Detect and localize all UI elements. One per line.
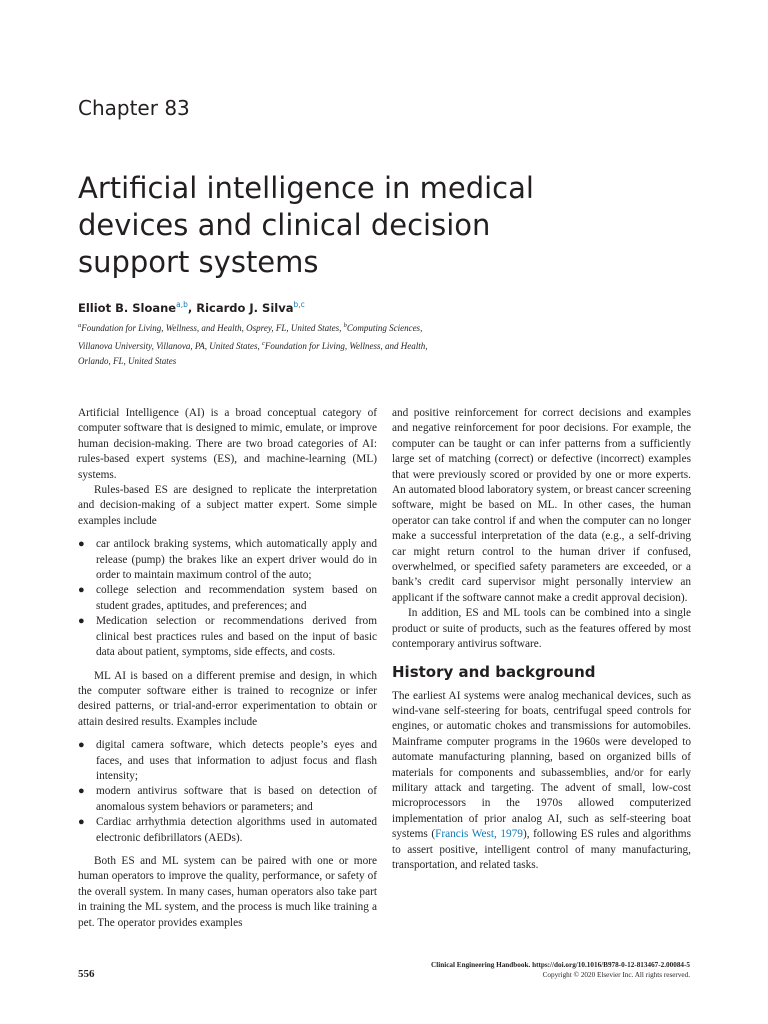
affiliations bbox=[78, 318, 478, 369]
paragraph-text: ), following ES rules and algorithms to assert positive, intelligent control of many manufacturing, transportation, and related tasks. bbox=[392, 828, 691, 871]
list-item-text: Medication selection or recommendations derived from clinical best practices rules and based on the input of basic data about patient, symptoms, side effects, and costs. bbox=[96, 615, 377, 659]
bullet-icon: ● bbox=[78, 615, 85, 628]
footer-citation bbox=[431, 960, 690, 980]
list-item-text: college selection and recommendation system based on student grades, aptitudes, and preferences; and bbox=[96, 584, 377, 612]
bullet-icon: ● bbox=[78, 538, 85, 551]
author-separator: , bbox=[187, 300, 197, 315]
bullet-icon: ● bbox=[78, 785, 85, 798]
list-item bbox=[78, 583, 377, 614]
affil-text: Foundation for Living, Wellness, and Health, bbox=[264, 341, 428, 351]
affil-text: Computing Sciences, bbox=[346, 323, 423, 333]
affil-text: Villanova University, Villanova, PA, United States, bbox=[78, 341, 262, 351]
list-item-text: Cardiac arrhythmia detection algorithms used in automated electronic defibrillators (AEDs). bbox=[96, 816, 377, 844]
bullet-icon: ● bbox=[78, 739, 85, 752]
author-name: Ricardo J. Silva bbox=[196, 300, 294, 315]
body-paragraph: ML AI is based on a different premise and design, in which the computer software either is trained to recognize or infer desired patterns, or trial-and-error experimentation to obtain or attain desired results. Examples include bbox=[78, 669, 377, 728]
left-column bbox=[78, 406, 377, 931]
right-column bbox=[392, 406, 691, 873]
author-list bbox=[78, 300, 305, 315]
author-name: Elliot B. Sloane bbox=[78, 300, 177, 315]
section-heading: History and background bbox=[392, 662, 596, 681]
affil-mark: a bbox=[78, 322, 82, 329]
list-item-text: digital camera software, which detects people’s eyes and faces, and uses that information to adjust focus and flash intensity; bbox=[96, 739, 377, 782]
title-line: Artificial intelligence in medical bbox=[78, 171, 534, 205]
body-paragraph: In addition, ES and ML tools can be combined into a single product or suite of products, such as the features offered by most contemporary antivirus software. bbox=[392, 607, 691, 651]
list-item-text: car antilock braking systems, which automatically apply and release (pump) the brakes like an expert driver would do in order to maintain maximum control of the auto; bbox=[96, 538, 377, 582]
list-item bbox=[78, 815, 377, 846]
bullet-list bbox=[78, 738, 377, 846]
list-item-text: modern antivirus software that is based on detection of anomalous system behaviors or parameters; and bbox=[96, 785, 377, 813]
affiliation-marker[interactable]: a,b bbox=[176, 300, 188, 309]
body-paragraph: Rules-based ES are designed to replicate the interpretation and decision-making of a subject matter expert. Some simple examples include bbox=[78, 484, 377, 527]
affiliation-line bbox=[78, 318, 478, 336]
list-item bbox=[78, 614, 377, 660]
body-paragraph: Artificial Intelligence (AI) is a broad conceptual category of computer software that is designed to mimic, emulate, or improve human decision-making. There are two broad categories of AI: rules-based expert systems (ES), and machine-learning (ML) systems. bbox=[78, 407, 377, 481]
affiliation-line bbox=[78, 336, 478, 354]
affil-mark: b bbox=[343, 322, 347, 329]
citation-link[interactable]: Francis West, 1979 bbox=[435, 828, 523, 841]
list-item bbox=[78, 784, 377, 815]
chapter-label: Chapter 83 bbox=[78, 96, 190, 120]
body-paragraph: Both ES and ML system can be paired with one or more human operators to improve the quality, performance, or safety of the overall system. In many cases, human operators also take part in training the ML system, and the process is much like training a pet. The operator provides examples bbox=[78, 854, 377, 929]
list-item bbox=[78, 537, 377, 583]
bullet-list bbox=[78, 537, 377, 660]
affil-mark: c bbox=[261, 340, 265, 347]
article-title bbox=[78, 170, 538, 281]
affiliation-marker[interactable]: b,c bbox=[293, 300, 305, 309]
bullet-icon: ● bbox=[78, 816, 85, 829]
doi-line[interactable]: Clinical Engineering Handbook. https://doi.org/10.1016/B978-0-12-813467-2.00084-5 bbox=[431, 961, 690, 969]
title-line: devices and clinical decision bbox=[78, 208, 491, 242]
title-line: support systems bbox=[78, 245, 319, 279]
affiliation-line: Orlando, FL, United States bbox=[78, 356, 177, 366]
copyright-line: Copyright © 2020 Elsevier Inc. All rights reserved. bbox=[542, 971, 690, 979]
page-number: 556 bbox=[78, 968, 95, 980]
body-paragraph: and positive reinforcement for correct decisions and examples and negative reinforcement for poor decisions. For example, the computer can be taught or can infer patterns from a sufficiently large set of matching (correct) or defective (incorrect) examples that were previously scored or provided by one or more experts. An automated blood laboratory system, or breast cancer screening software, might be based on ML. In other cases, the human operator can take control if and when the computer can no longer make a successful interpretation of the data (e.g., a self-driving car might return control to the human driver if confused, overwhelmed, or specified safety parameters are exceeded, or a bank’s credit card supervisor might personally interview an applicant if the software cannot make a credit approval decision). bbox=[392, 407, 691, 604]
list-item bbox=[78, 738, 377, 784]
bullet-icon: ● bbox=[78, 584, 85, 597]
paragraph-text: The earliest AI systems were analog mechanical devices, such as wind-vane self-steering for boats, centrifugal speed controls for engines, or automatic chokes and transmissions for automobiles. Mainframe computer programs in the 1960s were developed to automate manufacturing planning, based on organized bills of materials for components and subassemblies, and/or for early military attack and targeting. The advent of small, low-cost microprocessors in the 1970s allowed computerized implementation of prior analog AI, such as self-steering boat systems ( bbox=[392, 689, 691, 841]
body-paragraph bbox=[392, 689, 691, 874]
affil-text: Foundation for Living, Wellness, and Health, Osprey, FL, United States, bbox=[81, 323, 344, 333]
